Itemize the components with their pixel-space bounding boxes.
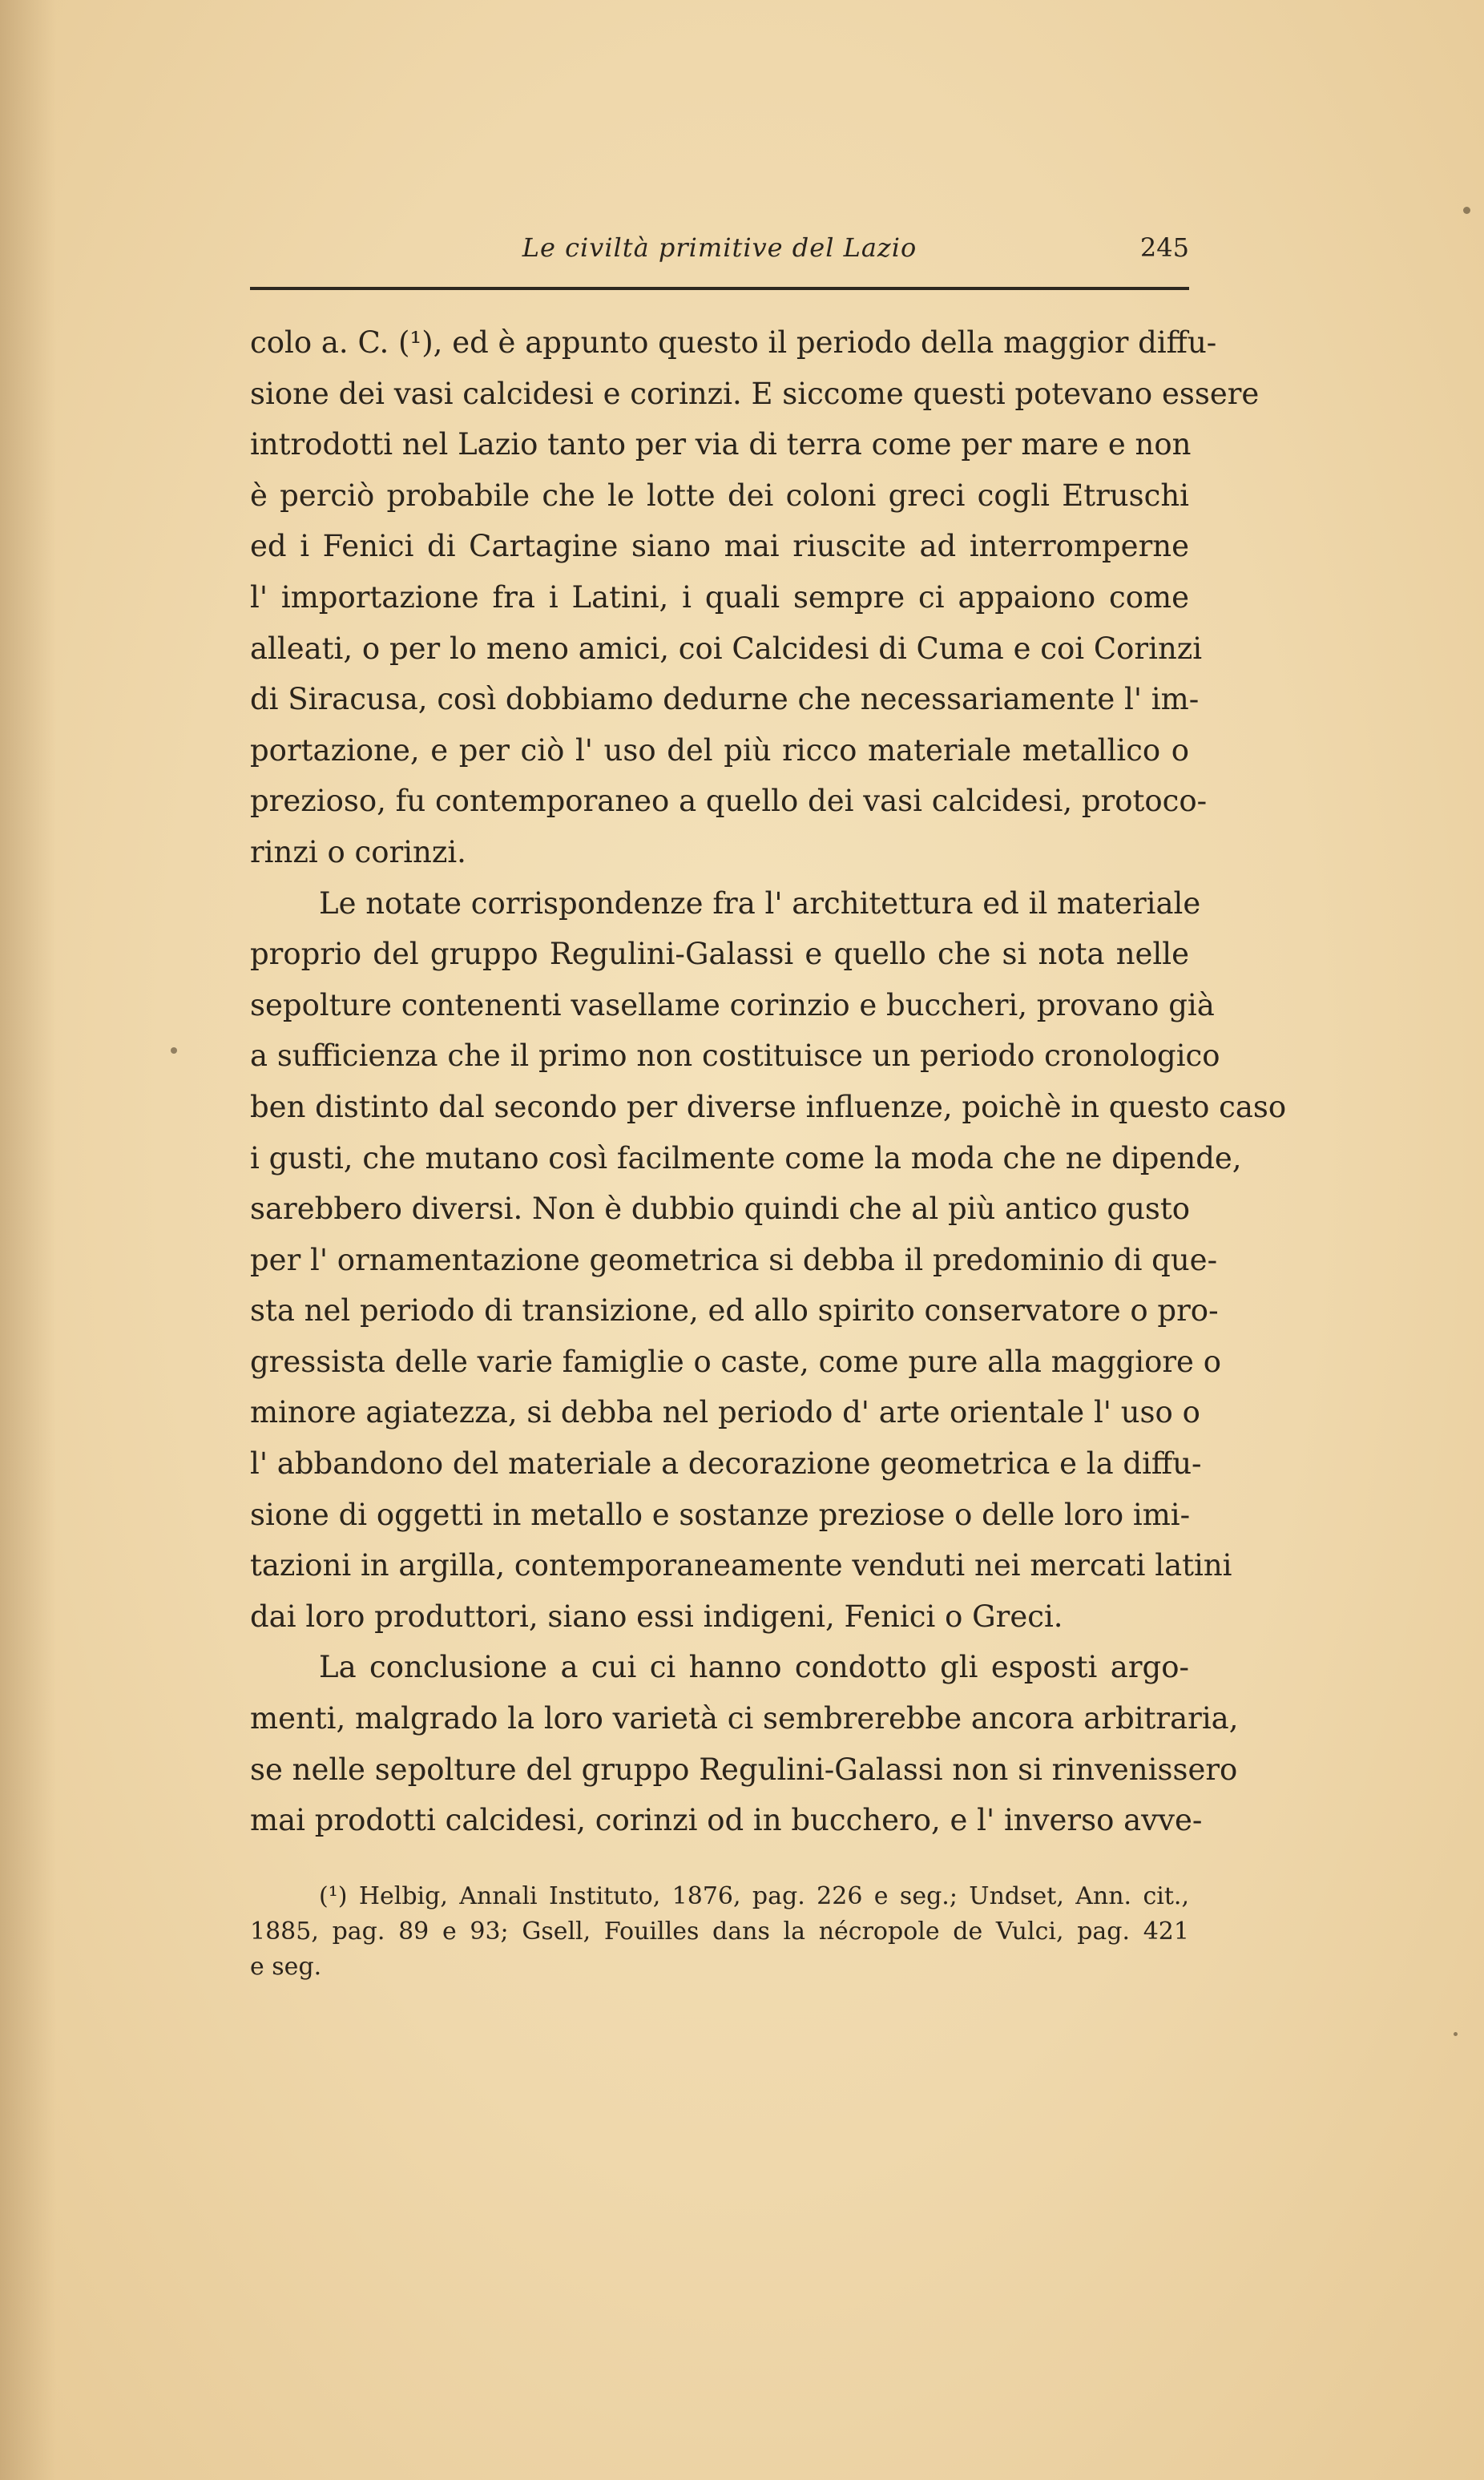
footnote-line: 1885, pag. 89 e 93; Gsell, Fouilles dans la nécropole de Vulci, pag. 421 (250, 1917, 1189, 1946)
paragraph-first-line: Le notate corrispondenze fra l' architettura ed il materiale (319, 885, 1201, 921)
text-line: se nelle sepolture del gruppo Regulini-Galassi non si rinvenissero (250, 1752, 1238, 1787)
text-line: rinzi o corinzi. (250, 834, 466, 869)
page-number: 245 (1139, 232, 1189, 263)
paper-speck (1454, 2032, 1458, 2036)
footnotes (250, 1879, 1189, 1985)
paper-speck (171, 1047, 177, 1054)
page-header (250, 232, 1189, 272)
binding-shadow (0, 0, 56, 2480)
text-line: a sufficienza che il primo non costituisce un periodo cronologico (250, 1038, 1220, 1074)
text-line: i gusti, che mutano così facilmente come la moda che ne dipende, (250, 1140, 1242, 1175)
paper-speck (1463, 207, 1470, 214)
text-line: per l' ornamentazione geometrica si debba il predominio di que- (250, 1242, 1218, 1277)
text-line: proprio del gruppo Regulini-Galassi e quello che si nota nelle (250, 937, 1189, 972)
text-line: mai prodotti calcidesi, corinzi od in bucchero, e l' inverso avve- (250, 1803, 1203, 1838)
text-line: alleati, o per lo meno amici, coi Calcidesi di Cuma e coi Corinzi (250, 631, 1203, 666)
text-line: sione dei vasi calcidesi e corinzi. E siccome questi potevano essere (250, 376, 1260, 411)
footnote-line: (¹) Helbig, Annali Instituto, 1876, pag. 226 e seg.; Undset, Ann. cit., (319, 1882, 1189, 1910)
text-line: è perciò probabile che le lotte dei coloni greci cogli Etruschi (250, 478, 1189, 513)
text-line: gressista delle varie famiglie o caste, come pure alla maggiore o (250, 1344, 1221, 1379)
text-line: portazione, e per ciò l' uso del più ricco materiale metallico o (250, 732, 1189, 768)
footnote-line: e seg. (250, 1953, 322, 1981)
text-line: sarebbero diversi. Non è dubbio quindi che al più antico gusto (250, 1192, 1191, 1227)
text-line: menti, malgrado la loro varietà ci sembrerebbe ancora arbitraria, (250, 1701, 1239, 1736)
text-line: tazioni in argilla, contemporaneamente venduti nei mercati latini (250, 1548, 1232, 1583)
body-text (250, 317, 1287, 1846)
text-line: colo a. C. (¹), ed è appunto questo il periodo della maggior diffu- (250, 325, 1217, 360)
text-line: ed i Fenici di Cartagine siano mai riuscite ad interromperne (250, 529, 1189, 564)
text-line: sepolture contenenti vasellame corinzio e buccheri, provano già (250, 987, 1215, 1022)
text-line: sta nel periodo di transizione, ed allo spirito conservatore o pro- (250, 1293, 1219, 1329)
text-line: l' abbandono del materiale a decorazione geometrica e la diffu- (250, 1446, 1202, 1482)
paragraph-first-line: La conclusione a cui ci hanno condotto gli esposti argo- (319, 1650, 1189, 1685)
text-line: sione di oggetti in metallo e sostanze preziose o delle loro imi- (250, 1497, 1191, 1532)
text-line: minore agiatezza, si debba nel periodo d' arte orientale l' uso o (250, 1395, 1200, 1430)
text-line: dai loro produttori, siano essi indigeni, Fenici o Greci. (250, 1599, 1063, 1634)
text-line: introdotti nel Lazio tanto per via di terra come per mare e non (250, 427, 1192, 462)
text-line: di Siracusa, così dobbiamo dedurne che necessariamente l' im- (250, 682, 1200, 717)
text-line: prezioso, fu contemporaneo a quello dei vasi calcidesi, protoco- (250, 784, 1208, 819)
header-rule (250, 287, 1189, 290)
text-line: l' importazione fra i Latini, i quali sempre ci appaiono come (250, 579, 1189, 615)
running-title: Le civiltà primitive del Lazio (522, 232, 917, 263)
text-line: ben distinto dal secondo per diverse influenze, poichè in questo caso (250, 1089, 1287, 1124)
